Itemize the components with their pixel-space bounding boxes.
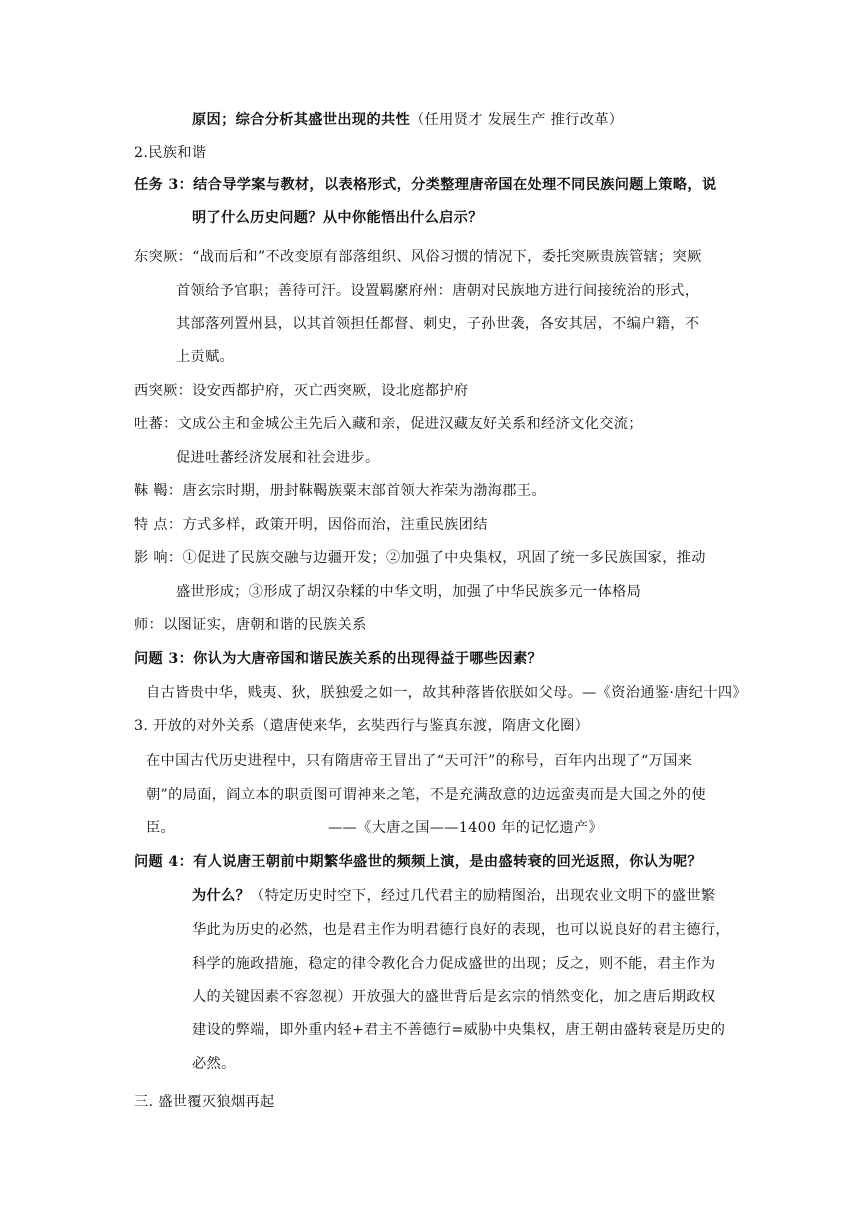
- answer-line-4: 人的关键因素不容忽视）开放强大的盛世背后是玄宗的悄然变化，加之唐后期政权: [192, 989, 716, 1005]
- heading-open-foreign-relations: 3. 开放的对外关系（遣唐使来华，玄奘西行与鉴真东渡，隋唐文化圈）: [134, 718, 590, 734]
- heading-section-three: 三. 盛世覆灭狼烟再起: [134, 1094, 275, 1110]
- west-turks-line: 西突厥：设安西都护府，灭亡西突厥，设北庭都护府: [134, 383, 469, 399]
- mohe-line: 靺 鞨：唐玄宗时期，册封靺鞨族粟末部首领大祚荣为渤海郡王。: [134, 483, 546, 499]
- answer-why-bold: 为什么？: [192, 888, 251, 904]
- east-turks-line-3: 其部落列置州县，以其首领担任都督、刺史，子孙世袭，各安其居，不编户籍，不: [176, 316, 700, 332]
- answer-line-1-rest: （特定历史时空下，经过几代君主的励精图治，出现农业文明下的盛世繁: [250, 888, 716, 904]
- east-turks-line-1: 东突厥：“战而后和”不改变原有部落组织、风俗习惯的情况下，委托突厥贵族管辖；突厥: [134, 249, 702, 265]
- answer-line-2: 华此为历史的必然，也是君主作为明君德行良好的表现，也可以说良好的君主德行，: [192, 922, 730, 938]
- east-turks-line-2: 首领给予官职；善待可汗。设置羁縻府州：唐朝对民族地方进行间接统治的形式，: [176, 283, 700, 299]
- east-turks-line-4: 上贡赋。: [176, 349, 235, 365]
- quote-datang-source: ——《大唐之国——1400 年的记忆遗产》: [328, 820, 603, 836]
- answer-line-1: [192, 886, 715, 906]
- quote-datang-line-1: 在中国古代历史进程中，只有隋唐帝王冒出了“天可汗”的称号，百年内出现了“万国来: [146, 753, 693, 769]
- cause-detail-text: （任用贤才 发展生产 推行改革）: [410, 112, 624, 128]
- answer-line-3: 科学的施政措施，稳定的律令教化合力促成盛世的出现；反之，则不能，君主作为: [192, 956, 716, 972]
- features-line: 特 点：方式多样，政策开明，因俗而治，注重民族团结: [134, 517, 488, 533]
- heading-ethnic-harmony: 2.民族和谐: [134, 145, 207, 161]
- answer-line-6: 必然。: [192, 1056, 236, 1072]
- paragraph-cause-summary: [192, 110, 623, 130]
- quote-datang-line-2: 朝”的局面，阎立本的职贡图可谓神来之笔，不是充满敌意的边远蛮夷而是大国之外的使: [146, 787, 707, 803]
- influence-line-2: 盛世形成；③形成了胡汉杂糅的中华文明，加强了中华民族多元一体格局: [176, 584, 642, 600]
- quote-datang-line-3a: 臣。: [146, 820, 176, 836]
- teacher-line: 师：以图证实，唐朝和谐的民族关系: [134, 617, 367, 633]
- question4-line: 问题 4：有人说唐王朝前中期繁华盛世的频频上演，是由盛转衰的回光返照，你认为呢？: [134, 854, 702, 870]
- quote-zizhi-tongjian: 自古皆贵中华，贱夷、狄，朕独爱之如一，故其种落皆依朕如父母。—《资治通鉴·唐纪十四》: [146, 685, 747, 701]
- influence-line-1: 影 响：①促进了民族交融与边疆开发；②加强了中央集权，巩固了统一多民族国家，推动: [134, 550, 706, 566]
- question3-line: 问题 3：你认为大唐帝国和谐民族关系的出现得益于哪些因素？: [134, 651, 543, 667]
- tubo-line-1: 吐蕃：文成公主和金城公主先后入藏和亲，促进汉藏友好关系和经济文化交流；: [134, 416, 643, 432]
- answer-line-5: 建设的弊端，即外重内轻+君主不善德行=威胁中央集权，唐王朝由盛转衰是历史的: [192, 1022, 726, 1038]
- task3-line-1: 任务 3：结合导学案与教材，以表格形式，分类整理唐帝国在处理不同民族问题上策略，说: [134, 177, 717, 193]
- tubo-line-2: 促进吐蕃经济发展和社会进步。: [176, 450, 380, 466]
- cause-bold-text: 原因；综合分析其盛世出现的共性: [192, 112, 411, 128]
- task3-line-2: 明了什么历史问题？从中你能悟出什么启示？: [192, 210, 483, 226]
